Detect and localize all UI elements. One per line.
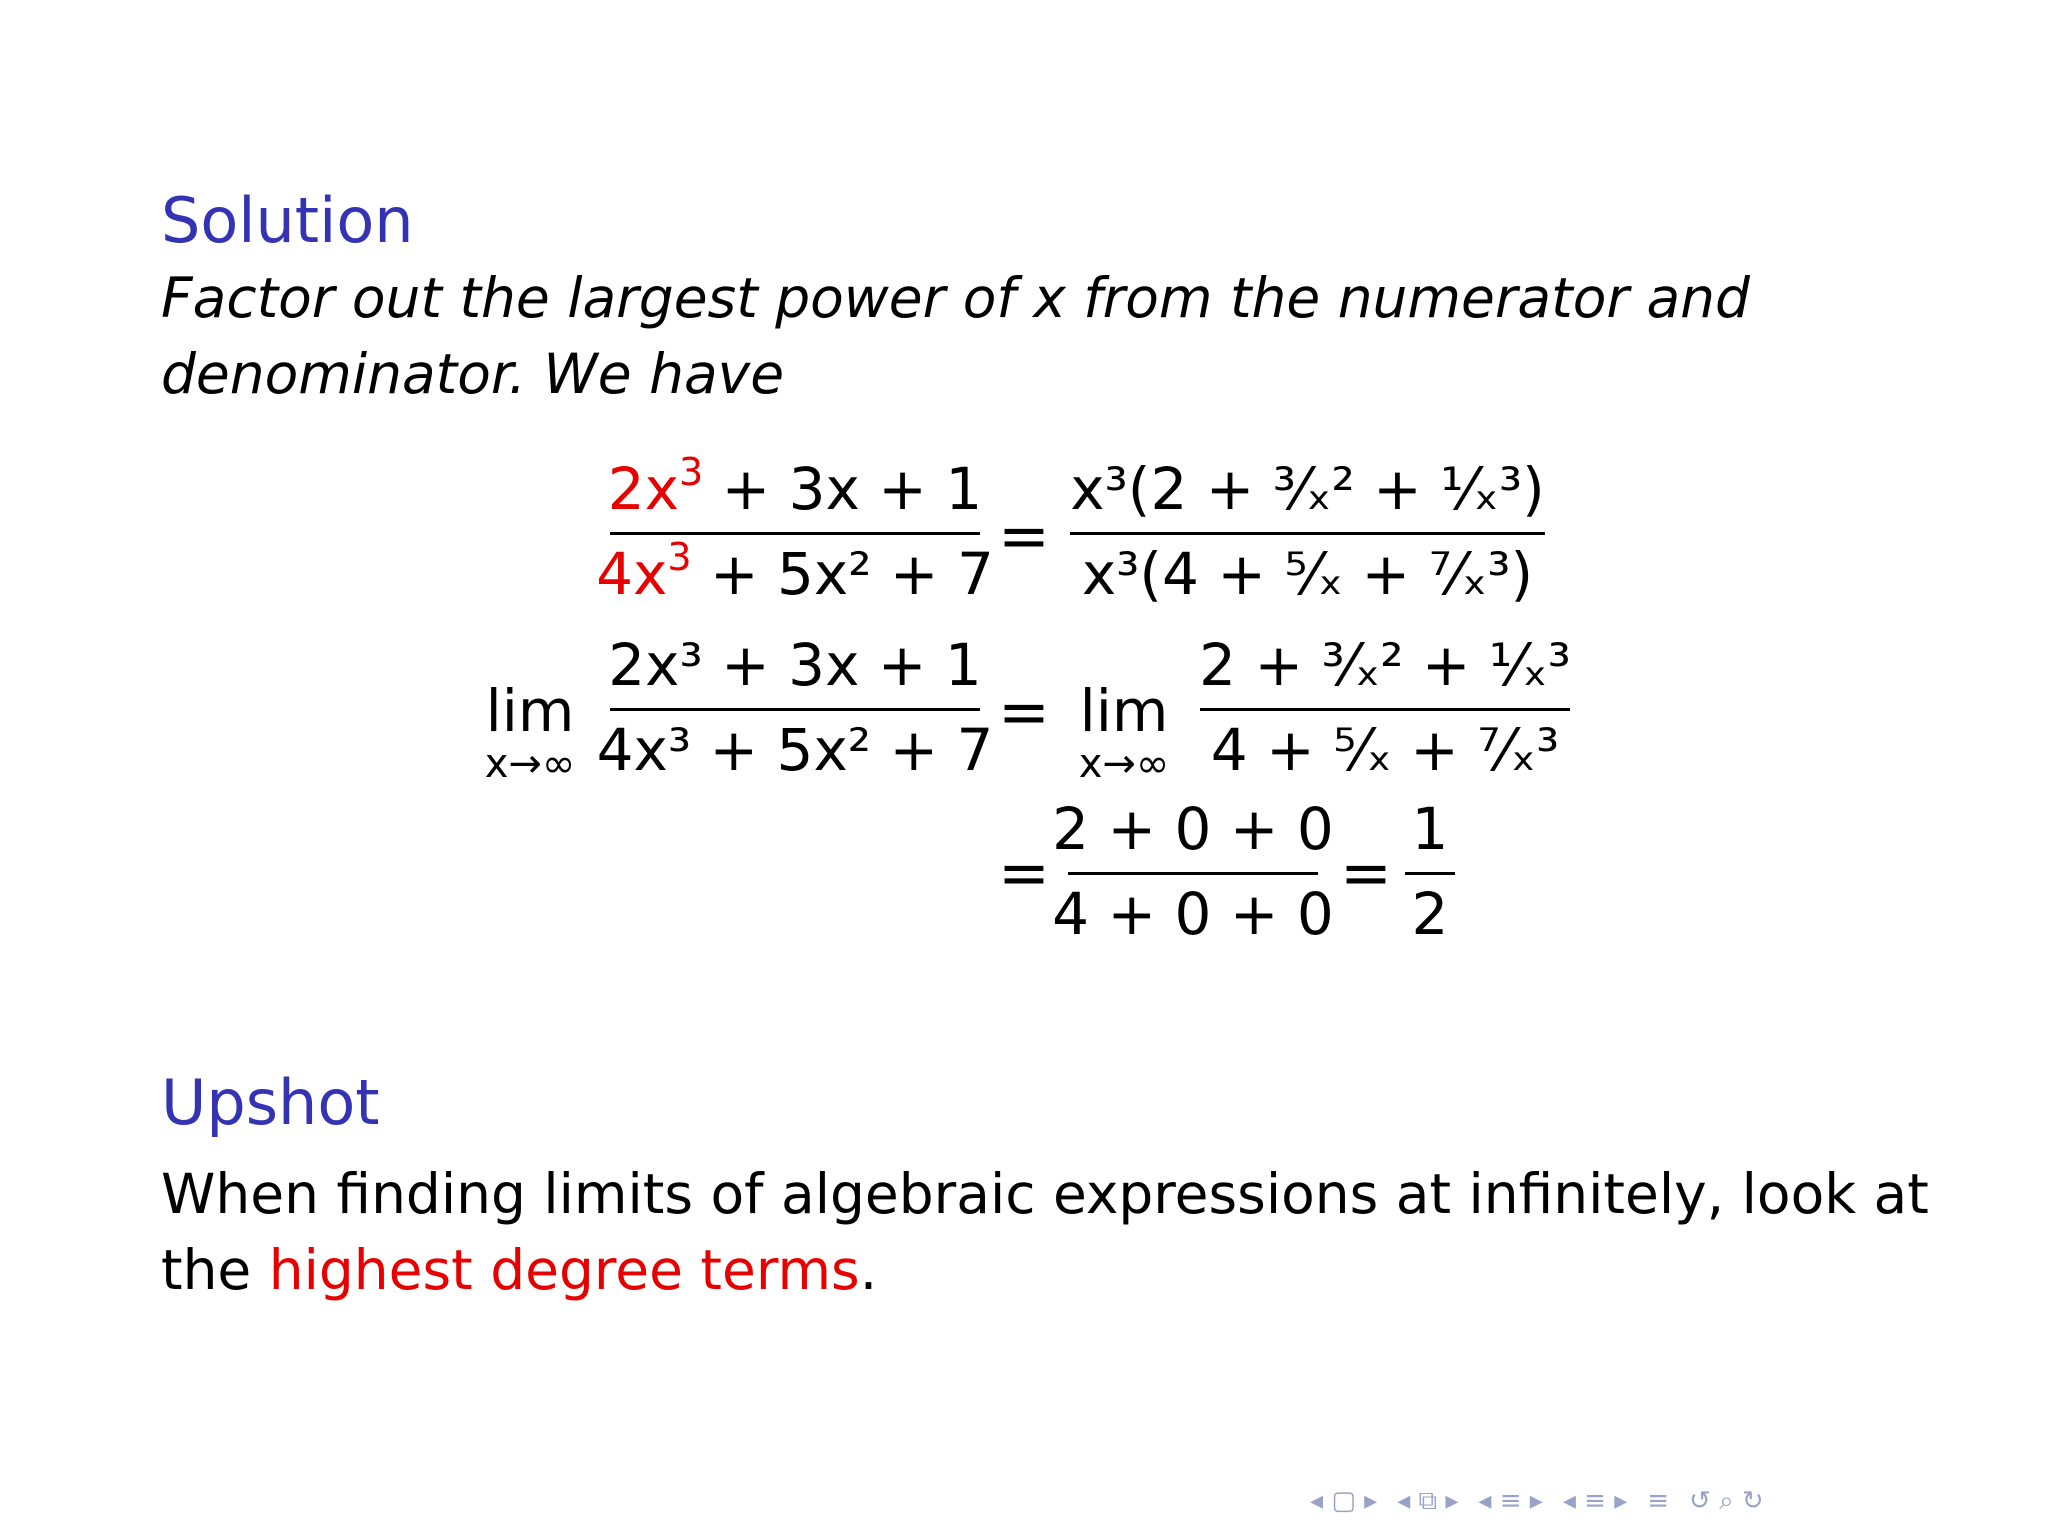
eq3-fraction xyxy=(1052,795,1334,948)
eq2-lhs-lim-sub: x→∞ xyxy=(484,741,576,787)
eq2-equals: = xyxy=(998,675,1050,748)
eq1-lhs-bar xyxy=(610,532,980,535)
eq1-lhs-num-exp: 3 xyxy=(678,450,704,494)
eq2-rhs-numerator: 2 + ³⁄ₓ² + ¹⁄ₓ³ xyxy=(1199,631,1571,699)
upshot-title: Upshot xyxy=(161,1066,380,1139)
eq1-lhs-den-highlight: 4x xyxy=(596,540,668,608)
solution-text-b: from the numerator and xyxy=(1065,266,1750,330)
eq1-lhs-numerator xyxy=(604,450,987,523)
eq1-rhs-bar xyxy=(1070,532,1545,535)
eq3-numerator: 2 + 0 + 0 xyxy=(1052,795,1334,863)
navigation-bar xyxy=(1310,1488,1764,1514)
solution-var-x: x xyxy=(1033,266,1066,330)
eq1-rhs-fraction xyxy=(1070,455,1545,608)
eq1-equals: = xyxy=(998,499,1050,572)
nav-section-icon[interactable]: ◂ ≡ ▸ xyxy=(1478,1486,1543,1516)
nav-align-icon[interactable]: ≡ xyxy=(1647,1486,1670,1516)
eq2-lhs-limit xyxy=(470,677,590,787)
eq1-lhs-num-rest: + 3x + 1 xyxy=(721,455,983,523)
eq2-rhs-lim-sub: x→∞ xyxy=(1078,741,1170,787)
eq1-lhs-den-rest: + 5x² + 7 xyxy=(709,540,994,608)
eq3-bar xyxy=(1068,872,1318,875)
eq1-lhs-denominator xyxy=(592,535,998,608)
eq2-rhs-denominator: 4 + ⁵⁄ₓ + ⁷⁄ₓ³ xyxy=(1210,716,1560,784)
solution-title: Solution xyxy=(161,184,414,257)
eq3-equals-1: = xyxy=(998,836,1050,909)
eq1-lhs-fraction xyxy=(596,450,994,608)
eq3-denominator: 4 + 0 + 0 xyxy=(1052,880,1334,948)
eq2-rhs-limit xyxy=(1064,677,1184,787)
eq2-lhs-lim-word: lim xyxy=(485,677,575,745)
eq2-rhs-bar xyxy=(1200,708,1570,711)
nav-search-icon[interactable]: ↺ ⌕ ↻ xyxy=(1689,1486,1764,1516)
eq1-rhs-denominator: x³(4 + ⁵⁄ₓ + ⁷⁄ₓ³) xyxy=(1081,540,1534,608)
eq2-lhs-denominator: 4x³ + 5x² + 7 xyxy=(596,716,994,784)
upshot-text-a: the xyxy=(161,1238,269,1302)
upshot-line-1: When finding limits of algebraic expressions at infinitely, look at xyxy=(161,1162,1929,1226)
nav-frame-icon[interactable]: ◂ ⧉ ▸ xyxy=(1397,1486,1459,1516)
upshot-highlight: highest degree terms xyxy=(268,1238,860,1302)
upshot-line-2 xyxy=(161,1232,877,1308)
eq2-rhs-fraction xyxy=(1199,631,1571,784)
eq3-result-fraction xyxy=(1405,795,1455,948)
eq3-result-numerator: 1 xyxy=(1411,795,1449,863)
eq1-rhs-numerator: x³(2 + ³⁄ₓ² + ¹⁄ₓ³) xyxy=(1070,455,1545,523)
eq3-equals-2: = xyxy=(1340,836,1392,909)
solution-line-2: denominator. We have xyxy=(161,342,785,406)
nav-first-icon[interactable]: ◂ ▢ ▸ xyxy=(1310,1486,1378,1516)
eq3-result-bar xyxy=(1405,872,1455,875)
upshot-text-b: . xyxy=(859,1238,878,1302)
eq2-lhs-fraction xyxy=(596,631,994,784)
eq1-lhs-den-exp: 3 xyxy=(667,535,692,579)
eq1-lhs-num-highlight: 2x xyxy=(607,455,679,523)
eq2-rhs-lim-word: lim xyxy=(1079,677,1169,745)
nav-subsection-icon[interactable]: ◂ ≡ ▸ xyxy=(1562,1486,1628,1516)
eq2-lhs-numerator: 2x³ + 3x + 1 xyxy=(608,631,982,699)
eq2-lhs-bar xyxy=(610,708,980,711)
eq3-result-denominator: 2 xyxy=(1411,880,1449,948)
solution-text-a: Factor out the largest power of xyxy=(161,266,1034,330)
